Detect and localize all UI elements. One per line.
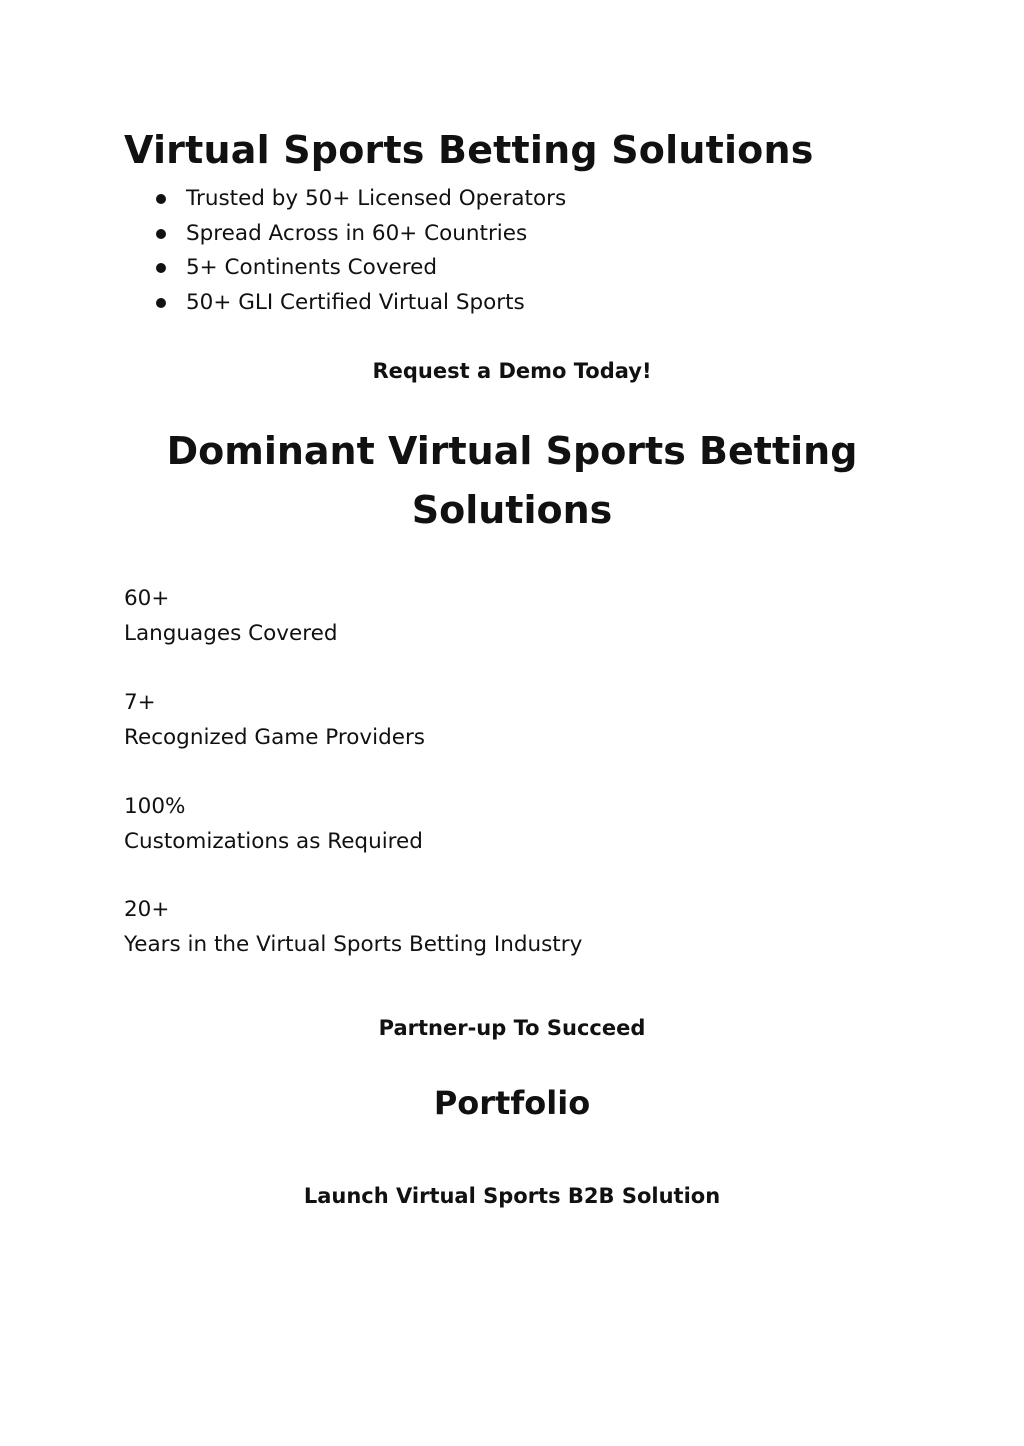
list-item (156, 217, 566, 252)
dominant-heading-line-1: Dominant Virtual Sports Betting (166, 429, 858, 473)
list-item (156, 251, 566, 286)
stat-label: Recognized Game Providers (124, 725, 425, 750)
list-item (156, 286, 566, 321)
stat-years (124, 892, 582, 962)
request-demo-cta[interactable]: Request a Demo Today! (372, 359, 652, 383)
stat-value: 100% (124, 794, 186, 819)
list-item-text: Trusted by 50+ Licensed Operators (186, 186, 567, 211)
highlights-list (156, 182, 566, 320)
partner-cta[interactable]: Partner-up To Succeed (378, 1016, 646, 1040)
stat-label: Customizations as Required (124, 829, 423, 854)
stat-label: Years in the Virtual Sports Betting Industry (124, 932, 583, 957)
stat-value: 20+ (124, 897, 170, 922)
dominant-heading-line-2: Solutions (411, 488, 613, 532)
stat-value: 60+ (124, 586, 170, 611)
launch-solution-cta[interactable]: Launch Virtual Sports B2B Solution (303, 1184, 721, 1208)
bullet-icon (156, 298, 166, 308)
list-item-text: 5+ Continents Covered (186, 255, 438, 280)
stat-languages (124, 581, 338, 651)
list-item-text: Spread Across in 60+ Countries (186, 220, 528, 246)
bullet-icon (156, 263, 166, 273)
stat-providers (124, 685, 425, 755)
stat-label: Languages Covered (124, 621, 338, 646)
portfolio-heading: Portfolio (433, 1084, 591, 1122)
list-item-text: 50+ GLI Certified Virtual Sports (186, 289, 525, 315)
page-title: Virtual Sports Betting Solutions (124, 128, 814, 172)
stat-customizations (124, 789, 423, 859)
bullet-icon (156, 194, 166, 204)
list-item (156, 182, 566, 217)
dominant-heading (0, 422, 1024, 540)
stat-value: 7+ (124, 690, 156, 715)
bullet-icon (156, 229, 166, 239)
